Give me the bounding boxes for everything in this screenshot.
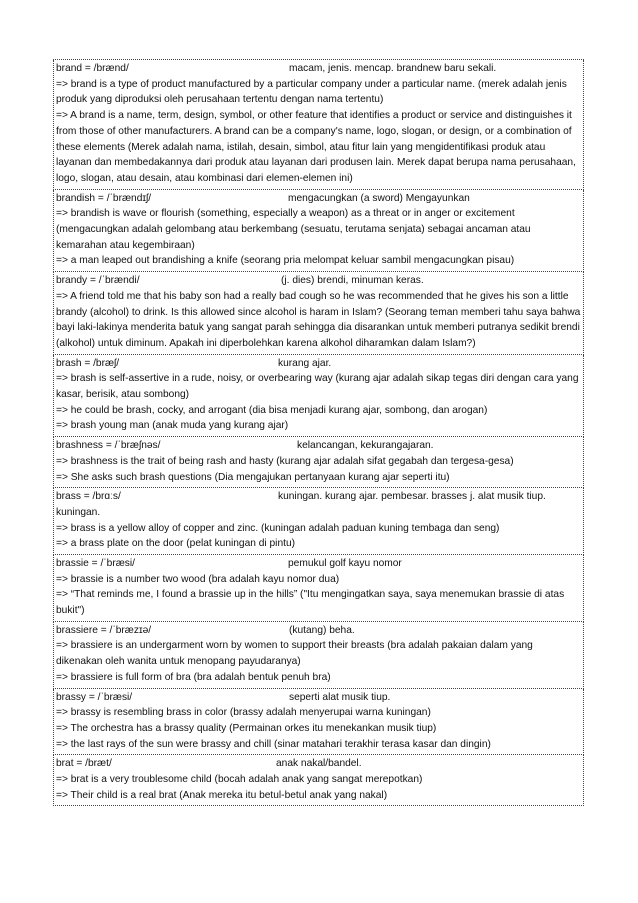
entry-example: => brat is a very troublesome child (bocah adalah anak yang sangat merepotkan) (56, 774, 423, 786)
entry-term: brassie = /ˈbræsi/ (56, 558, 135, 569)
dictionary-entry (53, 755, 584, 806)
dictionary-entry (53, 272, 584, 355)
entry-header (56, 623, 581, 639)
dictionary-document (53, 59, 584, 806)
entry-example: => he could be brash, cocky, and arrogant (dia bisa menjadi kurang ajar, sombong, dan arogan) (56, 404, 488, 416)
entry-meaning: seperti alat musik tiup. (289, 691, 391, 703)
entry-term: brass = /brɑːs/ (56, 491, 121, 503)
entry-term: brassy = /ˈbræsi/ (56, 691, 133, 703)
entry-term: brand = /brænd/ (56, 63, 129, 74)
entry-example: => A friend told me that his baby son had a really bad cough so he was recommended that he gives his son a little brandy (alcohol) to drink. Is this allowed since alcohol is haram in Islam? (Seorang teman memberi tahu saya bahwa bayi laki-lakinya menderita batuk yang sangat parah sehingga dia disarankan untuk memberi putranya sedikit brendi (alkohol) untuk diminum. Apakah ini diperbolehkan karena alkohol diharamkan dalam Islam?) (56, 290, 581, 349)
entry-header (56, 489, 581, 505)
dictionary-entry (53, 689, 584, 756)
dictionary-entry (53, 555, 584, 622)
dictionary-entry (53, 60, 584, 190)
entry-term: brandy = /ˈbrændi/ (56, 275, 140, 287)
entry-header (56, 61, 581, 77)
entry-meaning: kuningan. kurang ajar. pembesar. brasses j. alat musik tiup. (278, 491, 546, 503)
entry-term: brat = /bræt/ (56, 758, 112, 770)
entry-example: => A brand is a name, term, design, symbol, or other feature that identifies a product or service and distinguishes it from those of other manufacturers. A brand can be a company's name, logo, slogan, or design, or a combination of these elements (Merek adalah nama, istilah, desain, simbol, atau fitur lain yang mengidentifikasi produk atau layanan dan membedakannya dari produk atau layanan dari produsen lain. Merek dapat berupa nama perusahaan, logo, slogan, atau desain, atau kombinasi dari elemen-elemen ini) (56, 110, 576, 184)
entry-meaning: kurang ajar. (278, 357, 332, 369)
entry-example: kuningan. (56, 506, 101, 518)
entry-meaning: (kutang) beha. (289, 624, 355, 636)
entry-example: => brassie is a number two wood (bra adalah kayu nomor dua) (56, 573, 340, 585)
entry-meaning: macam, jenis. mencap. brandnew baru sekali. (289, 63, 497, 74)
entry-example: => Their child is a real brat (Anak mereka itu betul-betul anak yang nakal) (56, 789, 388, 801)
entry-example: => a brass plate on the door (pelat kuningan di pintu) (56, 538, 296, 550)
entry-meaning: pemukul golf kayu nomor (288, 558, 402, 569)
entry-example: => brashness is the trait of being rash and hasty (kurang ajar adalah sifat gegabah dan tergesa-gesa) (56, 455, 514, 467)
entry-header (56, 191, 581, 207)
dictionary-entry (53, 622, 584, 689)
entry-meaning: kelancangan, kekurangajaran. (297, 440, 434, 452)
entry-term: brassiere = /ˈbræzɪə/ (56, 624, 152, 636)
entry-example: => “That reminds me, I found a brassie up in the hills” ("Itu mengingatkan saya, saya menemukan brassie di atas bukit") (56, 589, 565, 617)
entry-header (56, 273, 581, 289)
entry-meaning: anak nakal/bandel. (276, 758, 362, 770)
entry-header (56, 438, 581, 454)
dictionary-entry (53, 190, 584, 273)
dictionary-entry (53, 355, 584, 438)
entry-header (56, 556, 581, 572)
entry-example: => brassy is resembling brass in color (brassy adalah menyerupai warna kuningan) (56, 707, 431, 719)
entry-header (56, 356, 581, 372)
entry-term: brash = /bræʃ/ (56, 357, 120, 369)
entry-example: => brassiere is an undergarment worn by women to support their breasts (bra adalah pakaian dalam yang dikenakan oleh wanita untuk menopang payudaranya) (56, 640, 533, 668)
entry-meaning: mengacungkan (a sword) Mengayunkan (288, 192, 470, 204)
entry-example: => brandish is wave or flourish (something, especially a weapon) as a threat or in anger or excitement (mengacungkan adalah gelombang atau berkembang (sesuatu, terutama senjata) sebagai ancaman atau kemarahan atau kegembiraan) (56, 208, 531, 251)
dictionary-entry (53, 437, 584, 488)
entry-example: => She asks such brash questions (Dia mengajukan pertanyaan kurang ajar seperti itu) (56, 471, 450, 483)
entry-example: => a man leaped out brandishing a knife (seorang pria melompat keluar sambil mengacungkan pisau) (56, 255, 515, 267)
entry-term: brandish = /ˈbrændɪʃ/ (56, 192, 152, 204)
entry-header (56, 690, 581, 706)
entry-term: brashness = /ˈbræʃnəs/ (56, 440, 161, 452)
entry-example: => brash is self-assertive in a rude, noisy, or overbearing way (kurang ajar adalah sikap tegas diri dengan cara yang kasar, berisik, atau sombong) (56, 373, 579, 400)
entry-header (56, 756, 581, 772)
entry-example: => the last rays of the sun were brassy and chill (sinar matahari terakhir terasa kasar dan dingin) (56, 738, 491, 750)
entry-example: => brassiere is full form of bra (bra adalah bentuk penuh bra) (56, 671, 331, 683)
entry-example: => brand is a type of product manufactured by a particular company under a particular name. (merek adalah jenis produk yang diproduksi oleh perusahaan tertentu dengan nama tertentu) (56, 78, 567, 106)
entry-example: => brash young man (anak muda yang kurang ajar) (56, 420, 289, 432)
entry-example: => The orchestra has a brassy quality (Permainan orkes itu menekankan musik tiup) (56, 722, 437, 734)
dictionary-entry (53, 488, 584, 555)
entry-example: => brass is a yellow alloy of copper and zinc. (kuningan adalah paduan kuning tembaga dan seng) (56, 522, 500, 534)
entry-meaning: (j. dies) brendi, minuman keras. (281, 275, 424, 287)
